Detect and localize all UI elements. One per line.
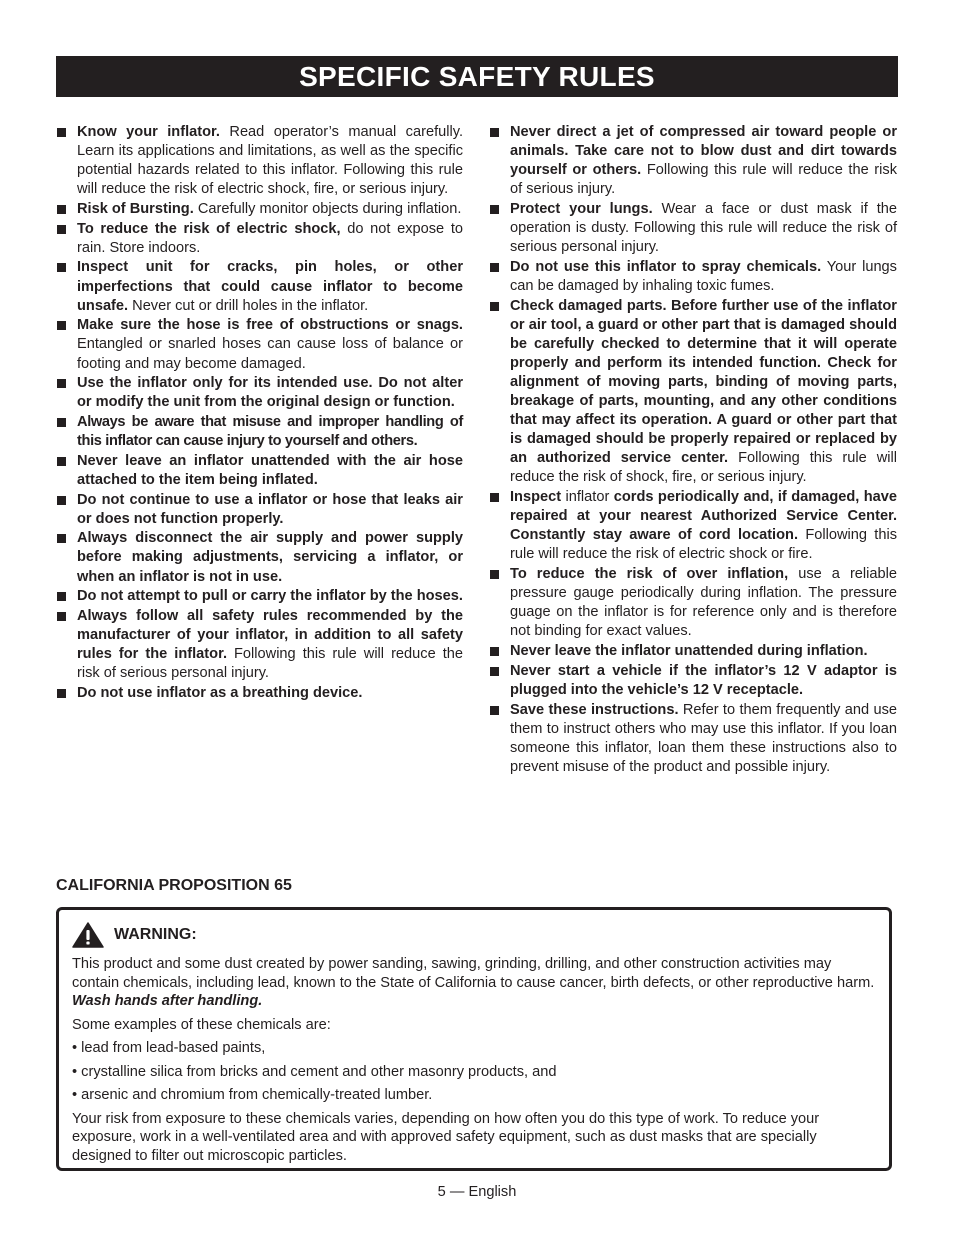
rule-text: Never cut or drill holes in the inflator. (128, 297, 369, 314)
square-bullet-icon (57, 534, 66, 543)
list-item (489, 642, 897, 661)
rule-text: Following this rule will reduce the risk of serious personal injury. (77, 646, 463, 682)
rule-text: use a reliable pressure gauge periodically during inflation. The pressure guage on the inflator is for reference only and is therefore not binding for exact values. (510, 566, 897, 640)
square-bullet-icon (490, 493, 499, 502)
list-item (56, 413, 463, 451)
square-bullet-icon (490, 706, 499, 715)
rule-heading: cords periodically and, if damaged, have repaired at your nearest Authorized Service Center. Constantly stay aware of cord location. (510, 489, 898, 544)
square-bullet-icon (490, 128, 499, 137)
warning-header (72, 924, 877, 946)
list-item: • lead from lead-based paints, (72, 1040, 266, 1056)
list-item (489, 662, 897, 700)
rule-text: Carefully monitor objects during inflation. (193, 200, 462, 217)
list-item: • arsenic and chromium from chemically-treated lumber. (72, 1087, 433, 1103)
square-bullet-icon (490, 263, 499, 272)
square-bullet-icon (57, 263, 66, 272)
list-item (489, 258, 897, 296)
rule-heading: Never leave an inflator unattended with the air hose attached to the item being inflated. (77, 452, 463, 488)
list-item (56, 200, 463, 219)
rule-text: Wear a face or dust mask if the operation is dusty. Following this rule will reduce the risk of serious personal injury. (510, 200, 897, 256)
square-bullet-icon (57, 689, 66, 698)
rule-heading: Inspect (510, 489, 562, 506)
square-bullet-icon (57, 496, 66, 505)
rule-text: Following this rule will reduce the risk of shock, fire, or serious injury. (510, 450, 897, 486)
section-banner (56, 56, 898, 97)
rule-heading: Make sure the hose is free of obstructions or snags. (77, 317, 463, 334)
list-item (489, 200, 897, 257)
warning-label: WARNING: (114, 925, 197, 943)
prop65-heading: CALIFORNIA PROPOSITION 65 (56, 877, 292, 894)
list-item (489, 297, 897, 488)
rule-heading: To reduce the risk of electric shock, (77, 220, 341, 237)
page-title: SPECIFIC SAFETY RULES (299, 60, 655, 92)
rule-heading: Protect your lungs. (510, 200, 653, 217)
rule-text: Entangled or snarled hoses can cause loss of balance or footing and may become damaged. (77, 336, 463, 372)
list-item (56, 452, 463, 490)
rule-heading: To reduce the risk of over inflation, (510, 566, 789, 583)
square-bullet-icon (57, 128, 66, 137)
warning-box (56, 907, 892, 1171)
warning-triangle-icon (72, 922, 104, 948)
warning-paragraph (72, 955, 877, 1011)
rule-heading: Never start a vehicle if the inflator’s 12 V adaptor is plugged into the vehicle’s 12 V receptacle. (510, 662, 897, 698)
left-column (56, 123, 463, 704)
square-bullet-icon (490, 570, 499, 579)
list-item (489, 701, 897, 777)
square-bullet-icon (57, 205, 66, 214)
left-rules-list (56, 123, 463, 703)
square-bullet-icon (57, 321, 66, 330)
square-bullet-icon (57, 612, 66, 621)
list-item (56, 587, 463, 606)
rule-heading: Save these instructions. (510, 701, 679, 718)
rule-text: do not expose to rain. Store indoors. (77, 220, 463, 256)
square-bullet-icon (490, 647, 499, 656)
square-bullet-icon (57, 225, 66, 234)
rule-heading: Do not use inflator as a breathing device. (77, 684, 363, 701)
list-item (56, 316, 463, 373)
rule-heading: Never direct a jet of compressed air toward people or animals. Take care not to blow dust and dirt towards yourself or others. (510, 124, 897, 179)
rule-text: inflator (561, 489, 614, 506)
right-rules-list (489, 123, 897, 777)
page-number: 5 — English (437, 1184, 517, 1200)
list-item (56, 529, 463, 586)
list-item: • crystalline silica from bricks and cement and other masonry products, and (72, 1063, 557, 1080)
square-bullet-icon (490, 302, 499, 311)
rule-text: Refer to them frequently and use them to instruct others who may use this inflator. If you loan someone this inflator, loan them these instructions also to prevent misuse of the product and possible injury. (510, 701, 897, 775)
rule-heading: Inspect unit for cracks, pin holes, or other imperfections that could cause inflator to become unsafe. (77, 259, 463, 314)
square-bullet-icon (57, 379, 66, 388)
warning-emphasis: Wash hands after handling. (72, 993, 263, 1009)
list-item (56, 491, 463, 529)
list-item (489, 488, 897, 564)
rule-text: Your lungs can be damaged by inhaling toxic fumes. (510, 258, 897, 294)
list-item (56, 220, 463, 258)
square-bullet-icon (57, 457, 66, 466)
rule-heading: Always follow all safety rules recommended by the manufacturer of your inflator, in addition to all safety rules for the inflator. (77, 607, 463, 663)
rule-heading: Use the inflator only for its intended use. Do not alter or modify the unit from the original design or function. (77, 375, 463, 411)
rule-heading: Always disconnect the air supply and power supply before making adjustments, servicing a inflator, or when an inflator is not in use. (77, 530, 463, 585)
list-item (56, 258, 463, 315)
list-item (489, 123, 897, 199)
list-item (56, 684, 463, 703)
rule-heading: Risk of Bursting. (77, 200, 194, 217)
square-bullet-icon (57, 418, 66, 427)
rule-heading: Never leave the inflator unattended during inflation. (510, 643, 868, 660)
list-item (489, 565, 897, 641)
rule-heading: Check damaged parts. Before further use of the inflator or air tool, a guard or other part that is damaged should be carefully checked to determine that it will operate properly and perform its intended function. Check for alignment of moving parts, binding of moving parts, breakage of parts, mounting, and any other conditions that may affect its operation. A guard or other part that is damaged should be properly repaired or replaced by an authorized service center. (510, 297, 897, 467)
rule-heading: Do not attempt to pull or carry the inflator by the hoses. (77, 588, 463, 605)
rule-text: Read operator’s manual carefully. Learn its applications and limitations, as well as the specific potential hazards related to this inflator. Following this rule will reduce the risk of electric shock, fire, or serious injury. (77, 124, 463, 198)
square-bullet-icon (490, 205, 499, 214)
examples-intro: Some examples of these chemicals are: (72, 1016, 331, 1033)
square-bullet-icon (490, 667, 499, 676)
warning-text: This product and some dust created by power sanding, sawing, grinding, drilling, and other construction activities may contain chemicals, including lead, known to the State of California to cause cancer, birth defects, or other reproductive harm. (72, 956, 875, 991)
list-item (56, 607, 463, 683)
rule-text: Following this rule will reduce the risk of serious injury. (510, 162, 897, 198)
rule-text: Following this rule will reduce the risk of electric shock or fire. (510, 527, 897, 563)
list-item (56, 123, 463, 199)
rule-heading: Do not use this inflator to spray chemicals. (510, 258, 822, 275)
rule-heading: Always be aware that misuse and improper handling of this inflator can cause injury to yourself and others. (77, 413, 463, 450)
square-bullet-icon (57, 592, 66, 601)
rule-heading: Do not continue to use a inflator or hose that leaks air or does not function properly. (77, 491, 463, 527)
right-column (489, 123, 897, 778)
exposure-paragraph: Your risk from exposure to these chemicals varies, depending on how often you do this type of work. To reduce your exposure, work in a well-ventilated area and with approved safety equipment, such as dust masks that are specially designed to filter out microscopic particles. (72, 1110, 820, 1164)
rule-heading: Know your inflator. (77, 124, 220, 140)
list-item (56, 374, 463, 412)
